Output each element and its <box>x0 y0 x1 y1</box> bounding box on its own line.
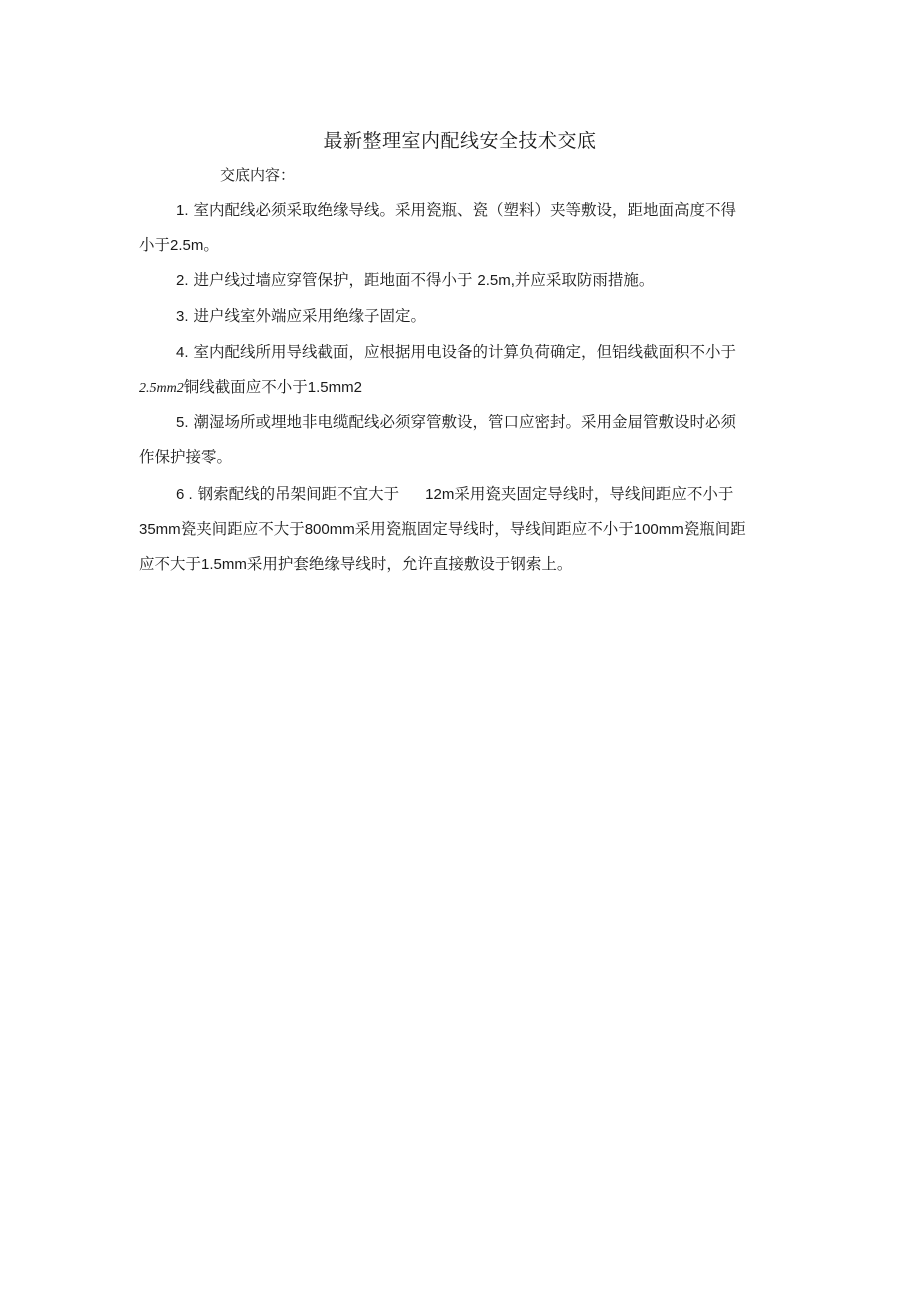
list-item-2 <box>139 263 751 298</box>
item-number: 5. <box>176 414 189 431</box>
item-text: 采用护套绝缘导线时，允许直接敷设于钢索上。 <box>246 555 573 573</box>
item-text: 铜线截面应不小于 <box>183 378 308 396</box>
list-item-1 <box>139 193 751 263</box>
document-title: 最新整理室内配线安全技术交底 <box>323 130 597 152</box>
list-item-3 <box>139 299 751 334</box>
item-text: 并应采取防雨措施。 <box>514 271 655 289</box>
item-number: 2. <box>176 272 189 289</box>
measurement-value: 100mm <box>633 521 684 538</box>
item-text: 采用瓷夹固定导线时，导线间距应不小于 <box>454 485 734 503</box>
item-text: 室内配线必须采取绝缘导线。采用瓷瓶、瓷（塑料）夹等敷设，距地面高度不得小于 <box>139 201 736 254</box>
section-subheading: 交底内容： <box>220 166 296 184</box>
item-text: 瓷瓶间距应不大于 <box>139 520 746 573</box>
item-number: 4. <box>176 344 189 361</box>
item-number: 3. <box>176 308 189 325</box>
measurement-value: 1.5mm <box>201 556 247 573</box>
item-text: 潮湿场所或埋地非电缆配线必须穿管敷设，管口应密封。采用金屇管敷设时必须作保护接零。 <box>139 413 736 466</box>
item-text: 室内配线所用导线截面，应根据用电设备的计算负荷确定，但铝线截面积不小于 <box>193 343 736 361</box>
item-text: 进户线室外端应采用绝缘子固定。 <box>193 307 426 325</box>
item-text: 钢索配线的吊架间距不宜大于 <box>197 485 400 503</box>
list-item-4 <box>139 335 751 406</box>
list-item-5 <box>139 405 751 474</box>
item-number: 1. <box>176 202 189 219</box>
item-text: 采用瓷瓶固定导线时，导线间距应不小于 <box>354 520 634 538</box>
measurement-value: 800mm <box>304 521 355 538</box>
item-text: 进户线过墙应穿管保护，距地面不得小于 <box>193 271 478 289</box>
measurement-value: 2.5m <box>170 237 204 254</box>
item-number: 6 . <box>176 486 193 503</box>
measurement-value: 35mm <box>139 521 181 538</box>
item-text: 瓷夹间距应不大于 <box>180 520 305 538</box>
item-text: 。 <box>203 236 219 254</box>
list-item-6 <box>139 477 751 582</box>
measurement-value: 1.5mm2 <box>307 379 362 396</box>
measurement-value: 12m <box>425 486 455 503</box>
measurement-value: 2.5m, <box>477 272 515 289</box>
measurement-value: 2.5mm2 <box>139 381 184 396</box>
